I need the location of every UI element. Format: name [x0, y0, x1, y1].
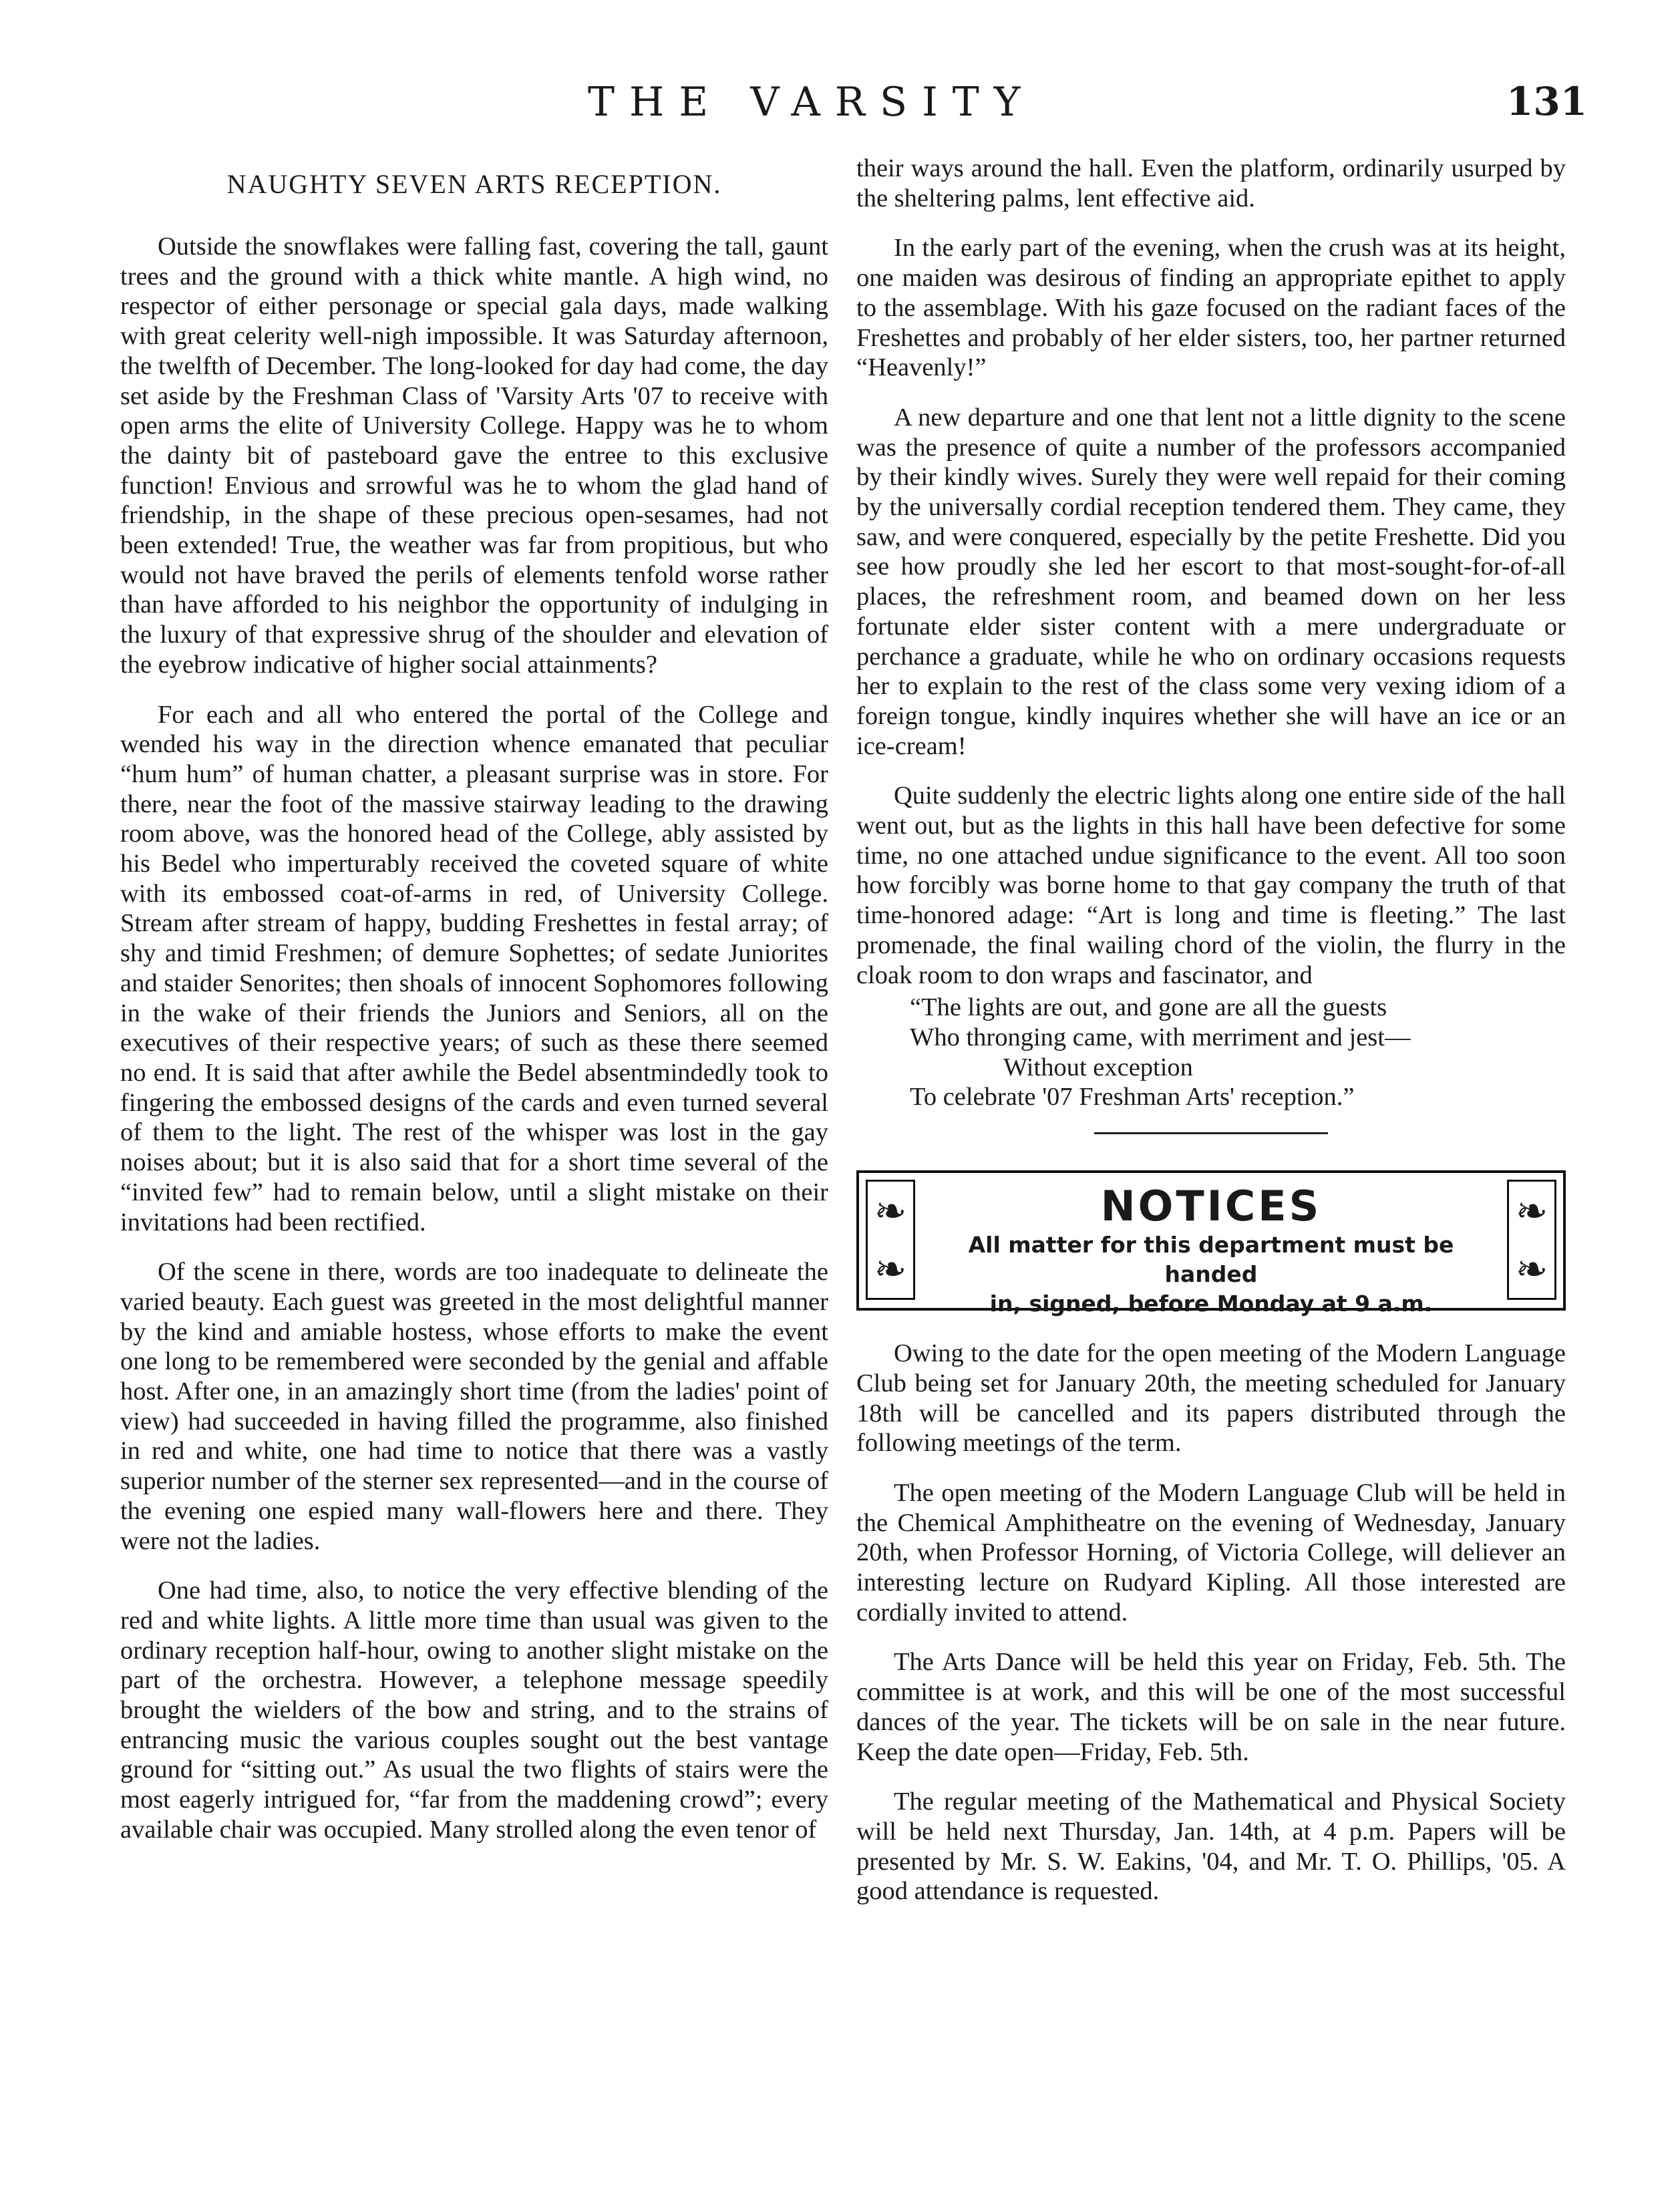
fleuron-icon: ❧: [874, 1188, 907, 1234]
notice-paragraph: Owing to the date for the open meeting of the Modern Language Club being set for January 20th, the meeting scheduled for January 18th will be cancelled and its papers distributed through the following meetings of the term.: [856, 1339, 1566, 1458]
closing-verse: [856, 993, 1566, 1112]
fleuron-icon: ❧: [874, 1246, 907, 1292]
verse-line: Who thronging came, with merriment and jest—: [910, 1023, 1411, 1051]
section-divider: [1094, 1132, 1328, 1134]
notices-heading: [920, 1182, 1502, 1319]
article-paragraph: One had time, also, to notice the very effective blending of the red and white lights. A little more time than usual was given to the ordinary reception half-hour, owing to another slight mistake on the part of the orchestra. However, a telephone message speedily brought the wielders of the bow and string, and to the strains of entrancing music the various couples sought out the best vantage ground for “sitting out.” As usual the two flights of stairs were the most eagerly intrigued for, “far from the maddening crowd”; every available chair was occupied. Many strolled along the even tenor of: [120, 1576, 828, 1844]
verse-line: “The lights are out, and gone are all the guests: [910, 993, 1387, 1022]
page-number: 131: [1506, 79, 1588, 124]
article-paragraph: For each and all who entered the portal of the College and wended his way in the direction whence emanated that peculiar “hum hum” of human chatter, a pleasant surprise was in store. For there, near the foot of the massive stairway leading to the drawing room above, was the honored head of the College, ably assisted by his Bedel who imperturably received the coveted square of white with its embossed coat-of-arms in red, of University College. Stream after stream of happy, budding Freshettes in festal array; of shy and timid Freshmen; of demure Sophettes; of sedate Juniorites and staider Senorites; then shoals of innocent Sophomores following in the wake of their friends the Juniors and Seniors, all on the executives of their respective years; of such as these there seemed no end. It is said that after awhile the Bedel absentmindedly took to fingering the embossed designs of the cards and even turned several of them to the light. The rest of the whisper was lost in the gay noises about; but it is also said that for a short time several of the “invited few” had to remain below, until a slight mistake on their invitations had been rectified.: [120, 700, 828, 1236]
notices-banner: [856, 1170, 1566, 1317]
left-column: [120, 154, 828, 1865]
notices-title: NOTICES: [1100, 1182, 1322, 1231]
running-title: THE VARSITY: [588, 79, 1035, 126]
article-paragraph: A new departure and one that lent not a little dignity to the scene was the presence of quite a number of the professors accompanied by their kindly wives. Surely they were well repaid for their coming by the universally cordial reception tendered them. They came, they saw, and were conquered, especially by the petite Freshette. Did you see how proudly she led her escort to that most-sought-for-of-all places, the refreshment room, and beamed down on her less fortunate elder sister content with a mere undergraduate or perchance a graduate, while he who on ordinary occasions requests her to explain to the rest of the class some very vexing idiom of a foreign tongue, kindly inquires whether she will have an ice or an ice-cream!: [856, 403, 1566, 760]
article-paragraph: their ways around the hall. Even the platform, ordinarily usurped by the sheltering palms, lent effective aid.: [856, 154, 1566, 212]
notice-paragraph: The Arts Dance will be held this year on Friday, Feb. 5th. The committee is at work, and this will be one of the most successful dances of the year. The tickets will be on sale in the near future. Keep the date open—Friday, Feb. 5th.: [856, 1648, 1566, 1766]
right-column: [856, 154, 1566, 1926]
article-title: NAUGHTY SEVEN ARTS RECEPTION.: [226, 169, 722, 199]
article-paragraph: In the early part of the evening, when the crush was at its height, one maiden was desirous of finding an appropriate epithet to apply to the assemblage. With his gaze focused on the radiant faces of the Freshettes and probably of her elder sisters, too, her partner returned “Heavenly!”: [856, 234, 1566, 382]
ornament-box-right: [1507, 1180, 1556, 1300]
verse-line: Without exception: [1003, 1053, 1193, 1081]
article-paragraph: Quite suddenly the electric lights along one entire side of the hall went out, but as the lights in this hall have been defective for some time, no one attached undue significance to the event. All too soon how forcibly was borne home to that gay company the truth of that time-honored adage: “Art is long and time is fleeting.” The last promenade, the final wailing chord of the violin, the flurry in the cloak room to don wraps and fascinator, and: [856, 782, 1566, 989]
notice-paragraph: The regular meeting of the Mathematical and Physical Society will be held next Thursday, Jan. 14th, at 4 p.m. Papers will be presented by Mr. S. W. Eakins, '04, and Mr. T. O. Phillips, '05. A good attendance is requested.: [856, 1788, 1566, 1906]
notices-instruction: All matter for this department must be handed: [968, 1232, 1454, 1288]
fleuron-icon: ❧: [1515, 1188, 1548, 1234]
verse-line: To celebrate '07 Freshman Arts' reception.”: [910, 1083, 1355, 1112]
ornament-box-left: [866, 1180, 915, 1300]
notice-paragraph: The open meeting of the Modern Language Club will be held in the Chemical Amphitheatre on the evening of Wednesday, January 20th, when Professor Horning, of Victoria College, will deliever an interesting lecture on Rudyard Kipling. All those interested are cordially invited to attend.: [856, 1478, 1566, 1627]
page-header: [0, 79, 1680, 139]
article-paragraph: Of the scene in there, words are too inadequate to delineate the varied beauty. Each guest was greeted in the most delightful manner by the kind and amiable hostess, whose efforts to make the event one long to be remembered were seconded by the genial and affable host. After one, in an amazingly short time (from the ladies' point of view) had succeeded in having filled the programme, also finished in red and white, one had time to notice that there was a vastly superior number of the sterner sex represented—and in the course of the evening one espied many wall-flowers here and there. They were not the ladies.: [120, 1258, 828, 1555]
article-paragraph: Outside the snowflakes were falling fast, covering the tall, gaunt trees and the ground with a thick white mantle. A high wind, no respector of either personage or special gala days, made walking with great celerity well-nigh impossible. It was Saturday afternoon, the twelfth of December. The long-looked for day had come, the day set aside by the Freshman Class of 'Varsity Arts '07 to receive with open arms the elite of University College. Happy was he to whom the dainty bit of pasteboard gave the entree to this exclusive function! Envious and srrowful was he to whom the glad hand of friendship, in the shape of these precious open-sesames, had not been extended! True, the weather was far from propitious, but who would not have braved the perils of elements tenfold worse rather than have afforded to his neighbor the opportunity of indulging in the luxury of that expressive shrug of the shoulder and elevation of the eyebrow indicative of higher social attainments?: [120, 232, 828, 679]
notices-instruction: in, signed, before Monday at 9 a.m.: [989, 1291, 1433, 1317]
fleuron-icon: ❧: [1515, 1246, 1548, 1292]
